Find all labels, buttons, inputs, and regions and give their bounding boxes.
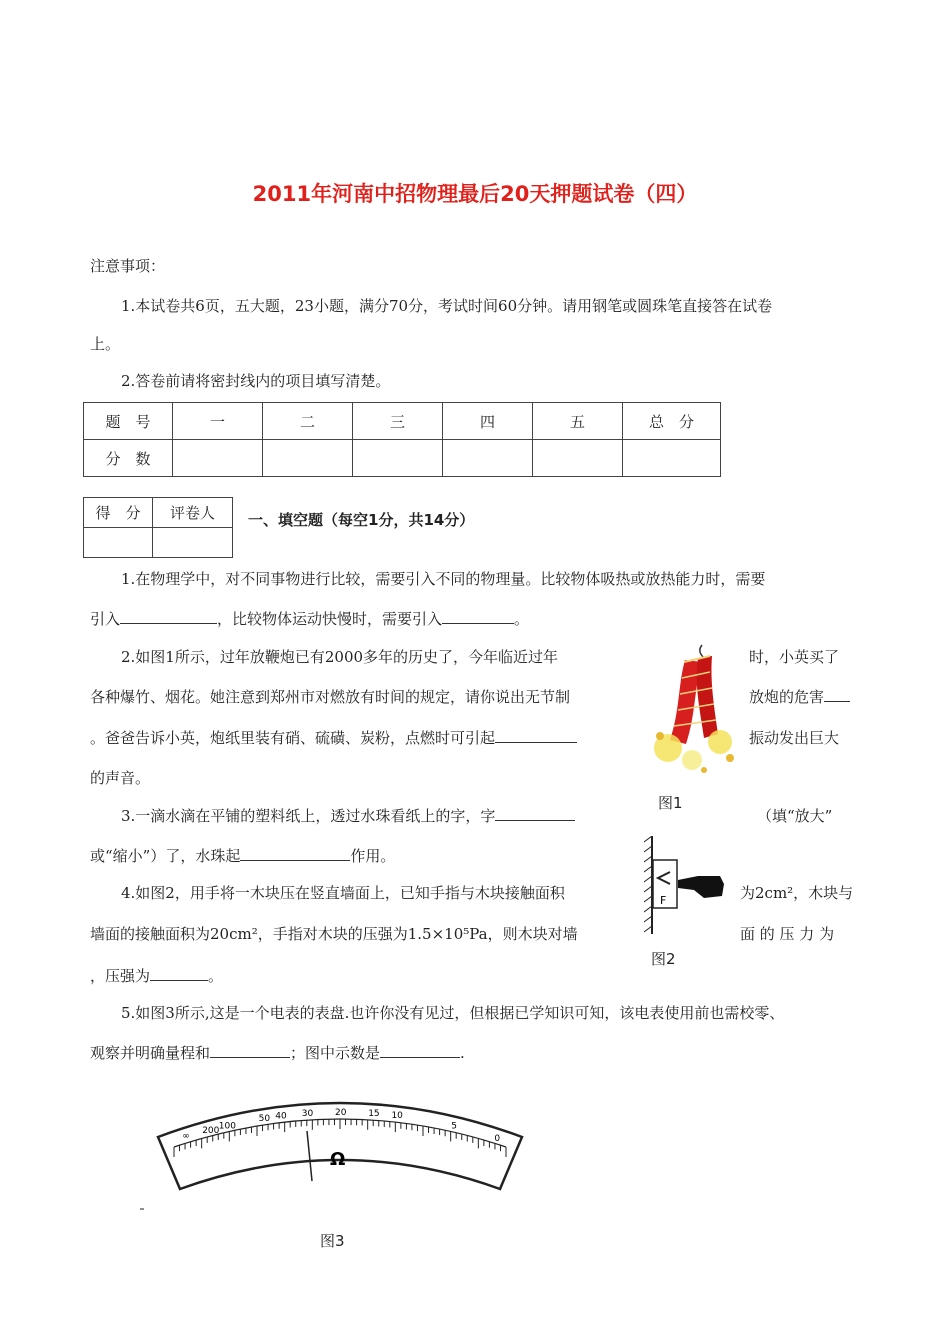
score-row-label: 分 数 <box>84 440 173 477</box>
section-1-heading: 一、填空题（每空1分，共14分） <box>248 511 475 529</box>
score-cell-label: 题 号 <box>84 403 173 440</box>
q2-line-2-right: 放炮的危害 <box>749 686 850 707</box>
firecracker-figure <box>640 640 750 790</box>
q5-blank-1[interactable] <box>210 1043 290 1058</box>
score-cell-4: 四 <box>443 403 533 440</box>
q4-line-2: 墙面的接触面积为20cm²，手指对木块的压强为1.5×10⁵Pa，则木块对墙 <box>90 925 578 943</box>
dial-scale-label: ∞ <box>182 1131 190 1142</box>
score-input-1[interactable] <box>173 440 263 477</box>
dial-scale-label: 100 <box>218 1121 236 1132</box>
dial-scale-label: 20 <box>335 1108 347 1118</box>
q4-blank-2[interactable] <box>150 966 208 981</box>
figure-3-caption: 图3 <box>320 1232 345 1250</box>
q5-blank-2[interactable] <box>380 1043 460 1058</box>
score-input-total[interactable] <box>623 440 721 477</box>
hand-icon <box>678 876 724 898</box>
grade-score-label: 得 分 <box>84 498 153 528</box>
score-input-2[interactable] <box>263 440 353 477</box>
figure-2-caption: 图2 <box>651 950 676 968</box>
grade-score-input[interactable] <box>84 528 153 558</box>
grade-grader-label: 评卷人 <box>153 498 233 528</box>
dial-scale-label: 30 <box>301 1109 314 1120</box>
q3-line-2: 或“缩小”）了，水珠起 作用。 <box>90 847 396 865</box>
firecracker-icon <box>654 645 734 773</box>
notice-heading: 注意事项： <box>90 257 166 275</box>
notice-item-2: 2.答卷前请将密封线内的项目填写清楚。 <box>121 372 391 390</box>
wall-icon <box>644 836 652 934</box>
q2-blank-2[interactable] <box>495 728 577 743</box>
figure-1-caption: 图1 <box>658 794 683 812</box>
q2-line-1: 2.如图1所示，过年放鞭炮已有2000多年的历史了，今年临近过年 <box>121 648 559 666</box>
dial-scale-label: 0 <box>494 1133 501 1144</box>
force-label: F <box>660 894 667 907</box>
q2-line-3-right: 振动发出巨大 <box>749 729 840 747</box>
q2-line-1-right: 时，小英买了 <box>749 648 840 666</box>
q1-line-2: 引入 ，比较物体运动快慢时，需要引入 。 <box>90 610 530 628</box>
q2-line-4: 的声音。 <box>90 769 151 787</box>
notice-item-1: 1.本试卷共6页，五大题，23小题，满分70分，考试时间60分钟。请用钢笔或圆珠笔直接答在试卷 <box>121 297 773 315</box>
q2-line-2: 各种爆竹、烟花。她注意到郑州市对燃放有时间的规定，请你说出无节制 <box>90 688 571 706</box>
dial-scale-label: 15 <box>368 1109 380 1120</box>
score-input-5[interactable] <box>533 440 623 477</box>
page-title: 2011年河南中招物理最后20天押题试卷（四） <box>252 182 698 206</box>
q4-line-2-right: 面 的 压 力 为 <box>740 925 835 943</box>
notice-item-1-cont: 上。 <box>90 335 121 353</box>
q5-line-2: 观察并明确量程和 ；图中示数是 . <box>90 1044 465 1062</box>
dial-scale-label: 50 <box>258 1113 271 1124</box>
q1-line-1: 1.在物理学中，对不同事物进行比较，需要引入不同的物理量。比较物体吸热或放热能力时，需要 <box>121 570 766 588</box>
score-cell-2: 二 <box>263 403 353 440</box>
dial-scale-label: 5 <box>451 1121 457 1132</box>
q3-line-1: 3.一滴水滴在平铺的塑料纸上，透过水珠看纸上的字，字 <box>121 805 575 826</box>
score-input-3[interactable] <box>353 440 443 477</box>
q2-line-3: 。爸爸告诉小英，炮纸里装有硝、硫磺、炭粉，点燃时可引起 <box>90 727 577 748</box>
score-cell-3: 三 <box>353 403 443 440</box>
grade-grader-input[interactable] <box>153 528 233 558</box>
q4-line-1: 4.如图2，用手将一木块压在竖直墙面上，已知手指与木块接触面积 <box>121 884 565 902</box>
q4-line-3: ，压强为 。 <box>90 967 224 985</box>
q4-line-1-right: 为2cm²，木块与 <box>740 884 854 902</box>
q3-blank-1[interactable] <box>495 806 575 821</box>
score-input-4[interactable] <box>443 440 533 477</box>
score-table-value-row <box>84 440 721 477</box>
score-cell-1: 一 <box>173 403 263 440</box>
q2-blank-1[interactable] <box>824 687 850 702</box>
grade-box <box>83 497 233 558</box>
ohmmeter-dial-figure <box>140 1085 540 1215</box>
dial-scale-label: 10 <box>391 1111 403 1122</box>
q3-blank-2[interactable] <box>240 846 350 861</box>
q1-blank-2[interactable] <box>442 609 514 624</box>
ohm-unit-symbol: Ω <box>330 1149 346 1170</box>
q5-line-1: 5.如图3所示,这是一个电表的表盘.也许你没有见过，但根据已学知识可知，该电表使用前也需校零、 <box>121 1004 785 1022</box>
score-cell-total: 总 分 <box>623 403 721 440</box>
score-cell-5: 五 <box>533 403 623 440</box>
dial-scale-label: 200 <box>202 1125 220 1136</box>
score-table <box>83 402 721 477</box>
q1-blank-1[interactable] <box>120 609 217 624</box>
wall-block-figure <box>644 836 730 940</box>
dial-scale-label: 40 <box>275 1111 287 1122</box>
q3-line-1-right: （填“放大” <box>757 807 833 825</box>
score-table-header-row <box>84 403 721 440</box>
